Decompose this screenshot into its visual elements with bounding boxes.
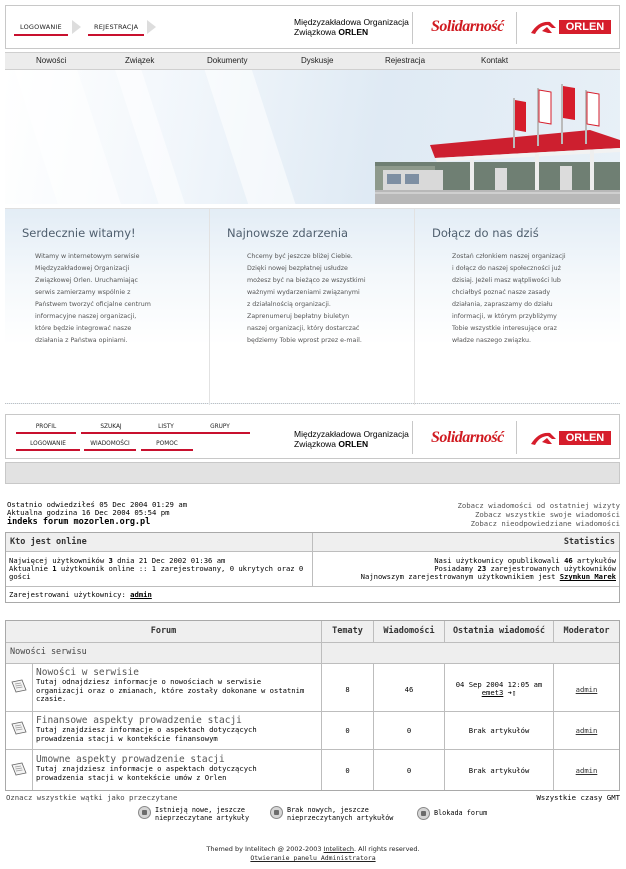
news-text: Chcemy być jeszcze bliżej Ciebie. Dzięki nowej bezpłatnej usłudze możesz być na bieżąco ze wszystkimi ważnymi wydarzeniami związanymi z działalnością organizacji. Zaprenumeruj bepłatny biuletyn naszej organizacji, który dostarczać będziemy Tobie wprost przez e-mail. [247, 253, 366, 344]
forum-nav-logowanie[interactable]: LOGOWANIE [16, 440, 80, 451]
chevron-right-icon [147, 20, 156, 34]
forum-title-link[interactable]: Finansowe aspekty prowadzenie stacji [36, 715, 242, 726]
forum-header [5, 414, 620, 459]
join-column [415, 209, 620, 405]
new-posts-icon [138, 806, 151, 819]
forum-nav-listy[interactable]: LISTY [136, 423, 196, 434]
org-name-line2: Związkowa [294, 439, 339, 449]
category-row [6, 643, 619, 663]
footer [0, 845, 626, 863]
menu-item-dokumenty[interactable]: Dokumenty [207, 56, 248, 65]
solidarnosc-logo [431, 18, 504, 36]
org-name-line1: Międzyzakładowa Organizacja [294, 429, 409, 439]
login-link[interactable]: LOGOWANIE [14, 20, 68, 36]
forum-folder-icon [10, 678, 28, 694]
forum-row: Nowości w serwisie Tutaj odnajdziesz informacje o nowościach w serwisie organizacji oraz o zmianach, które zostały dokonane w ostatnim czasie. [36, 668, 321, 704]
register-link[interactable]: REJESTRACJA [88, 20, 144, 36]
timezone-note: Wszystkie czasy GMT [536, 793, 620, 802]
copyright-line: Themed by Intelitech @ 2002-2003 Intelitech. All rights reserved. [206, 845, 420, 853]
menu-item-zwiazek[interactable]: Związek [125, 56, 155, 65]
menu-item-dyskusje[interactable]: Dyskusje [301, 56, 334, 65]
go-to-last-post-icon[interactable]: ➔▯ [507, 688, 517, 697]
last-post-empty: Brak artykułów [468, 726, 530, 735]
org-name [294, 17, 409, 37]
hero-banner [5, 70, 620, 204]
current-time: Aktualna godzina 16 Dec 2004 05:54 pm [7, 508, 170, 517]
divider [516, 421, 517, 454]
forum-nav-grupy[interactable]: GRUPY [190, 423, 250, 434]
main-menu [5, 52, 620, 70]
stat-users: Posiadamy 23 zarejestrowanych użytkowników [434, 564, 616, 573]
chevron-right-icon [72, 20, 81, 34]
view-own-posts-link[interactable]: Zobacz wszystkie swoje wiadomości [475, 510, 620, 519]
posts-count: 0 [406, 766, 412, 775]
col-header-forum: Forum [150, 626, 177, 636]
col-header-topics: Tematy [332, 626, 363, 636]
last-post-user-link[interactable]: emet3 [481, 688, 504, 697]
forum-nav-wiadomosci[interactable]: WIADOMOŚCI [84, 440, 136, 451]
view-new-posts-link[interactable]: Zobacz wiadomości od ostatniej wizyty [457, 501, 620, 510]
forum-table [5, 620, 620, 791]
admin-panel-link[interactable]: Otwieranie panelu Administratora [250, 854, 376, 862]
news-title: Najnowsze zdarzenia [227, 226, 349, 240]
mark-all-read-link[interactable]: Oznacz wszystkie wątki jako przeczytane [6, 793, 178, 802]
forum-index-link[interactable]: indeks forum mozorlen.org.pl [7, 517, 151, 527]
moderator-link[interactable]: admin [575, 766, 598, 775]
forum-nav-profil[interactable]: PROFIL [16, 423, 76, 434]
legend-locked: Blokada forum [417, 809, 487, 817]
menu-item-nowosci[interactable]: Nowości [36, 56, 67, 65]
forum-row: Finansowe aspekty prowadzenie stacji Tutaj znajdziesz informacje o aspektach dotyczących prowadzenia stacji w kontekście finansowym [36, 716, 321, 743]
orlen-eagle-icon [530, 19, 558, 37]
intelitech-link[interactable]: Intelitech [323, 845, 355, 853]
posts-count: 46 [404, 685, 414, 694]
welcome-text: Witamy w internetowym serwisie Międzyzakładowej Organizacji Związkowej Orlen. Uruchamiając serwis zamierzamy wspólnie z Państwem tworzyć oficjalne centrum informacyjne naszej organizacji, które będzie integrować nasze działania z Państwa opiniami. [35, 253, 151, 344]
forum-folder-icon [10, 761, 28, 777]
moderator-link[interactable]: admin [575, 726, 598, 735]
orlen-logo: ORLEN [559, 20, 611, 34]
forum-nav-pomoc[interactable]: POMOC [141, 440, 193, 451]
orlen-logo: ORLEN [559, 431, 611, 445]
forum-toolbar [5, 462, 620, 484]
solidarnosc-logo-text: Solidarność [431, 18, 504, 35]
max-users-line: Najwięcej użytkowników 3 dnia 21 Dec 2002 01:36 am [9, 556, 226, 565]
site-header [5, 5, 620, 49]
org-name-line1: Międzyzakładowa Organizacja [294, 17, 409, 27]
welcome-column [5, 209, 209, 405]
news-column [210, 209, 414, 405]
solidarnosc-logo [431, 429, 504, 447]
moderator-link[interactable]: admin [575, 685, 598, 694]
col-header-moderator: Moderator [563, 626, 610, 636]
forum-title-link[interactable]: Nowości w serwisie [36, 667, 139, 678]
registered-users-line: Zarejestrowani użytkownicy: admin [9, 590, 152, 599]
view-unanswered-link[interactable]: Zobacz nieodpowiedziane wiadomości [470, 519, 620, 528]
last-post-empty: Brak artykułów [468, 766, 530, 775]
welcome-title: Serdecznie witamy! [22, 226, 136, 240]
registered-user-link[interactable]: admin [130, 590, 152, 599]
divider [412, 421, 413, 454]
locked-forum-icon [417, 807, 430, 820]
org-name-bold: ORLEN [338, 27, 369, 37]
topics-count: 0 [345, 766, 350, 775]
divider [516, 12, 517, 44]
current-users-line: Aktualnie 1 użytkownik online :: 1 zarejestrowany, 0 ukrytych oraz 0 [9, 564, 304, 573]
stat-newest-user: Najnowszym zarejestrowanym użytkownikiem jest Szymkun Marek [360, 572, 616, 581]
topics-count: 0 [345, 726, 350, 735]
gas-station-image [375, 70, 620, 204]
guests-line: gości [9, 572, 31, 581]
forum-nav-szukaj[interactable]: SZUKAJ [81, 423, 141, 434]
forum-folder-icon [10, 720, 28, 736]
orlen-eagle-icon [530, 430, 558, 448]
topics-count: 8 [345, 685, 350, 694]
online-table [5, 532, 620, 603]
menu-item-rejestracja[interactable]: Rejestracja [385, 56, 426, 65]
last-visit: Ostatnio odwiedziłeś 05 Dec 2004 01:29 am [7, 500, 188, 509]
last-post-author [445, 689, 553, 698]
join-text: Zostań członkiem naszej organizacji i dołącz do naszej społeczności już dzisiaj. Jeżeli masz wątpliwości lub chciałbyś poznać nasze zasady działania, zapraszamy do działu informacji, w którym przybliżymy Tobie wszystkie interesujące oraz władze naszego związku. [452, 253, 566, 344]
posts-count: 0 [406, 726, 412, 735]
welcome-section [5, 208, 620, 404]
col-header-posts: Wiadomości [383, 626, 435, 636]
online-header-left: Kto jest online [10, 537, 87, 547]
forum-title-link[interactable]: Umowne aspekty prowadzenie stacji [36, 754, 225, 765]
join-title: Dołącz do nas dziś [432, 226, 539, 240]
menu-item-kontakt[interactable]: Kontakt [481, 56, 509, 65]
divider [412, 12, 413, 44]
org-name-bold: ORLEN [338, 439, 369, 449]
org-name [294, 429, 409, 449]
last-post-date: 04 Sep 2004 12:05 am [455, 680, 543, 689]
no-new-posts-icon [270, 806, 283, 819]
solidarnosc-logo-text: Solidarność [431, 429, 504, 446]
col-header-last-post: Ostatnia wiadomość [452, 626, 546, 636]
online-header-right: Statistics [563, 537, 615, 547]
forum-row: Umowne aspekty prowadzenie stacji Tutaj znajdziesz informacje o aspektach dotyczących prowadzenia stacji w kontekście umów z Orlen [36, 755, 321, 782]
newest-user-link[interactable]: Szymkun Marek [559, 572, 616, 581]
org-name-line2: Związkowa [294, 27, 339, 37]
category-title[interactable]: Nowości serwisu [10, 647, 87, 657]
legend-no-new-posts: Brak nowych, jeszcze nieprzeczytanych artykułów [270, 806, 393, 822]
stat-posts: Nasi użytkownicy opublikowali 46 artykułów [434, 556, 616, 565]
legend-new-posts: Istnieją nowe, jeszcze nieprzeczytane artykuły [138, 806, 249, 822]
